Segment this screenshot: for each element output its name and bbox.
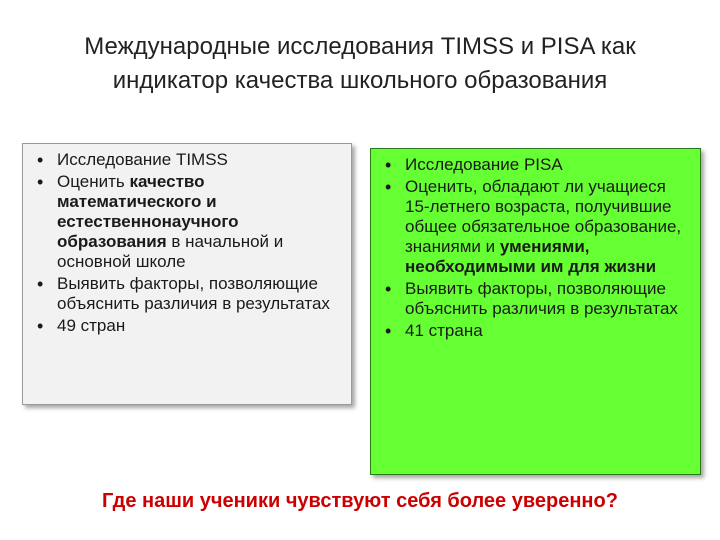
timss-item-goal-bold: качество математического и естественнонаучного образования: [57, 172, 239, 251]
timss-item-countries: [33, 316, 343, 336]
pisa-item-factors-text: Выявить факторы, позволяющие объяснить различия в результатах: [405, 279, 678, 318]
pisa-item-study: [381, 155, 692, 175]
pisa-item-study-text: Исследование PISA: [405, 155, 563, 174]
title-line-1: Международные исследования TIMSS и PISA как: [84, 33, 636, 60]
pisa-item-goal-pre: Оценить, обладают ли учащиеся 15-летнего возраста, получившие общее обязательное образование, знаниями и: [405, 177, 682, 256]
timss-item-goal: [33, 172, 343, 272]
closing-question: Где наши ученики чувствуют себя более уверенно?: [102, 490, 618, 512]
timss-bullet-list: [33, 150, 343, 336]
timss-item-countries-text: 49 стран: [57, 316, 126, 335]
timss-panel: [22, 143, 352, 405]
timss-item-factors: [33, 274, 343, 314]
pisa-bullet-list: [381, 155, 692, 341]
pisa-panel: [370, 148, 701, 475]
timss-item-goal-pre: Оценить: [57, 172, 130, 191]
timss-item-goal-post: в начальной и основной школе: [57, 232, 284, 271]
timss-item-study-text: Исследование TIMSS: [57, 150, 228, 169]
title-line-2: индикатор качества школьного образования: [112, 67, 608, 94]
pisa-item-goal-bold: умениями, необходимыми им для жизни: [405, 237, 657, 276]
timss-item-study: [33, 150, 343, 170]
pisa-item-goal: [381, 177, 692, 277]
timss-item-factors-text: Выявить факторы, позволяющие объяснить различия в результатах: [57, 274, 330, 313]
pisa-item-countries: [381, 321, 692, 341]
pisa-item-factors: [381, 279, 692, 319]
pisa-item-countries-text: 41 страна: [405, 321, 483, 340]
page-title: [40, 30, 680, 98]
